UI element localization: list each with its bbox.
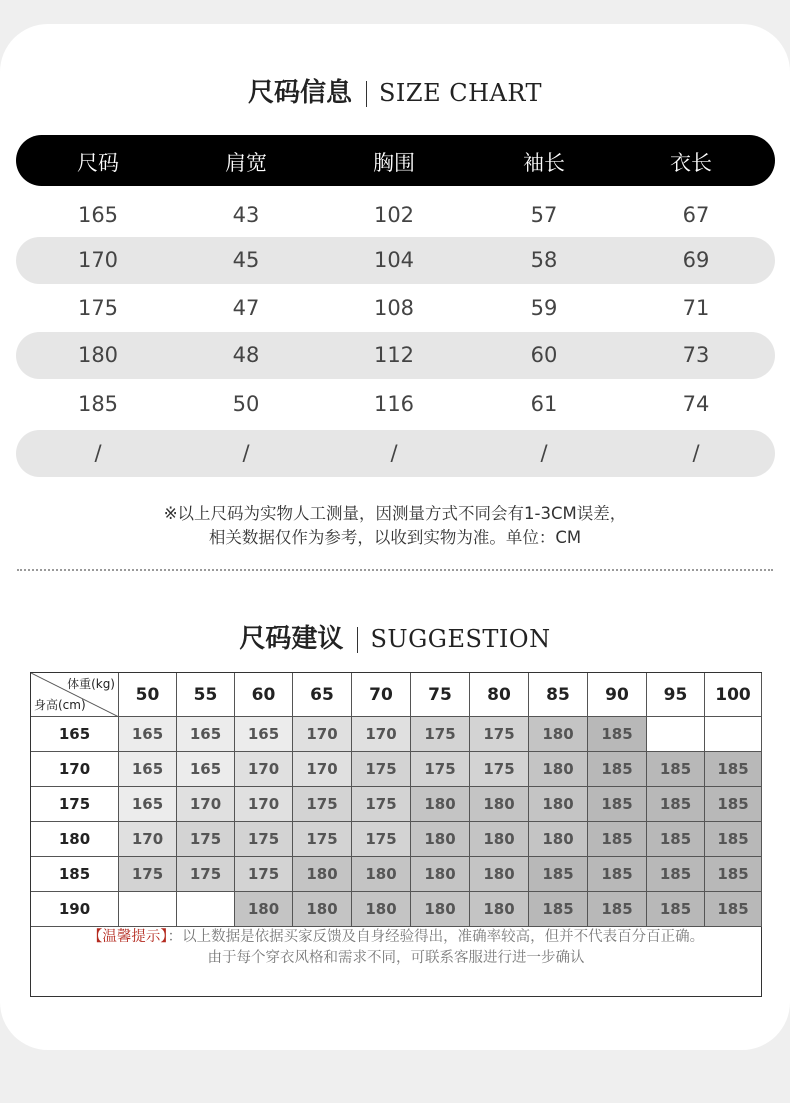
height-header: 165 <box>31 717 119 752</box>
size-table-row <box>16 430 775 477</box>
cell-shoulder: 43 <box>232 203 260 227</box>
header-size: 尺码 <box>77 151 119 175</box>
cell-sleeve: 60 <box>530 343 558 367</box>
size-suggestion-cell: 175 <box>235 822 293 857</box>
cell-length: 74 <box>682 392 710 416</box>
size-suggestion-cell: 180 <box>352 892 411 927</box>
size-suggestion-cell: 180 <box>293 892 352 927</box>
header-chest: 胸围 <box>373 151 415 175</box>
tip-line-1: ：以上数据是依据买家反馈及自身经验得出，准确率较高，但并不代表百分百正确。 <box>167 929 705 945</box>
size-table-row <box>16 192 775 239</box>
size-suggestion-cell: 185 <box>529 857 588 892</box>
size-suggestion-cell: 180 <box>411 787 470 822</box>
cell-shoulder: 50 <box>232 392 260 416</box>
weight-header: 75 <box>411 673 470 717</box>
cell-chest: / <box>390 441 398 465</box>
size-suggestion-cell: 180 <box>470 892 529 927</box>
cell-sleeve: 59 <box>530 296 558 320</box>
size-table-header <box>16 135 775 186</box>
cell-shoulder: 47 <box>232 296 260 320</box>
cell-chest: 102 <box>373 203 415 227</box>
size-suggestion-cell: 180 <box>293 857 352 892</box>
size-table-row <box>16 237 775 284</box>
size-suggestion-cell: 180 <box>235 892 293 927</box>
measurement-note-1: ※以上尺码为实物人工测量，因测量方式不同会有1-3CM误差， <box>163 504 627 523</box>
corner-height-label: 身高(cm) <box>34 698 86 712</box>
weight-header: 65 <box>293 673 352 717</box>
cell-chest: 104 <box>373 248 415 272</box>
size-suggestion-cell: 170 <box>235 787 293 822</box>
cell-length: 67 <box>682 203 710 227</box>
size-suggestion-cell: 180 <box>529 717 588 752</box>
size-suggestion-cell: 175 <box>293 822 352 857</box>
cell-length: / <box>692 441 700 465</box>
size-suggestion-cell: 185 <box>647 752 705 787</box>
cell-length: 69 <box>682 248 710 272</box>
size-chart-title-cn: 尺码信息 <box>247 78 352 108</box>
height-header: 180 <box>31 822 119 857</box>
weight-header: 95 <box>647 673 705 717</box>
size-suggestion-cell: 165 <box>119 752 177 787</box>
header-shoulder: 肩宽 <box>225 151 267 175</box>
size-suggestion-cell: 175 <box>352 822 411 857</box>
size-suggestion-cell: 175 <box>411 717 470 752</box>
cell-chest: 116 <box>373 392 415 416</box>
size-suggestion-cell: 170 <box>293 717 352 752</box>
cell-chest: 112 <box>373 343 415 367</box>
size-suggestion-cell: 175 <box>411 752 470 787</box>
table-corner <box>31 673 119 717</box>
cell-sleeve: 61 <box>530 392 558 416</box>
height-header: 170 <box>31 752 119 787</box>
size-suggestion-cell: 185 <box>588 752 647 787</box>
size-suggestion-cell: 170 <box>177 787 235 822</box>
height-header: 190 <box>31 892 119 927</box>
size-suggestion-cell: 180 <box>529 787 588 822</box>
weight-header: 55 <box>177 673 235 717</box>
suggestion-title-cn: 尺码建议 <box>239 624 344 654</box>
height-header: 175 <box>31 787 119 822</box>
size-suggestion-cell: 185 <box>588 787 647 822</box>
size-suggestion-cell: 180 <box>411 857 470 892</box>
size-suggestion-cell <box>705 717 762 752</box>
size-suggestion-cell: 180 <box>529 822 588 857</box>
size-suggestion-cell: 185 <box>705 787 762 822</box>
size-suggestion-cell: 170 <box>293 752 352 787</box>
size-suggestion-cell: 175 <box>352 752 411 787</box>
cell-shoulder: 48 <box>232 343 260 367</box>
size-suggestion-cell: 175 <box>177 822 235 857</box>
size-table-row <box>16 381 775 428</box>
size-suggestion-cell: 185 <box>588 892 647 927</box>
size-suggestion-cell: 165 <box>119 717 177 752</box>
cell-length: 71 <box>682 296 710 320</box>
size-suggestion-cell: 165 <box>177 752 235 787</box>
weight-header: 70 <box>352 673 411 717</box>
cell-size: 185 <box>77 392 119 416</box>
cell-size: 175 <box>77 296 119 320</box>
size-suggestion-cell: 185 <box>647 892 705 927</box>
size-suggestion-table <box>30 672 762 997</box>
cell-sleeve: / <box>540 441 548 465</box>
suggestion-title <box>0 618 790 655</box>
size-suggestion-cell: 170 <box>352 717 411 752</box>
size-suggestion-cell: 185 <box>705 857 762 892</box>
cell-shoulder: / <box>242 441 250 465</box>
suggestion-title-en: SUGGESTION <box>370 625 551 653</box>
warm-tip <box>31 927 761 969</box>
cell-sleeve: 58 <box>530 248 558 272</box>
size-suggestion-cell: 165 <box>119 787 177 822</box>
size-suggestion-cell <box>647 717 705 752</box>
size-suggestion-cell: 185 <box>588 857 647 892</box>
weight-header: 100 <box>705 673 762 717</box>
size-suggestion-cell: 175 <box>235 857 293 892</box>
size-suggestion-cell: 180 <box>529 752 588 787</box>
corner-weight-label: 体重(kg) <box>67 677 115 691</box>
weight-header: 50 <box>119 673 177 717</box>
cell-size: 165 <box>77 203 119 227</box>
size-table-row <box>16 285 775 332</box>
title-divider <box>366 81 367 107</box>
weight-header: 80 <box>470 673 529 717</box>
weight-header: 90 <box>588 673 647 717</box>
size-suggestion-cell: 180 <box>470 857 529 892</box>
size-suggestion-cell: 185 <box>529 892 588 927</box>
title-divider <box>357 627 358 653</box>
size-suggestion-cell: 185 <box>705 752 762 787</box>
size-suggestion-cell: 165 <box>235 717 293 752</box>
size-suggestion-cell: 170 <box>119 822 177 857</box>
weight-header: 60 <box>235 673 293 717</box>
size-suggestion-cell: 180 <box>411 822 470 857</box>
size-suggestion-cell: 185 <box>647 857 705 892</box>
size-suggestion-cell <box>119 892 177 927</box>
size-suggestion-cell: 175 <box>177 857 235 892</box>
size-suggestion-cell: 175 <box>470 752 529 787</box>
size-suggestion-cell: 185 <box>647 822 705 857</box>
size-chart-title <box>0 72 790 109</box>
size-suggestion-cell: 175 <box>119 857 177 892</box>
size-suggestion-cell: 175 <box>352 787 411 822</box>
size-suggestion-cell: 185 <box>705 892 762 927</box>
height-header: 185 <box>31 857 119 892</box>
size-suggestion-cell: 185 <box>647 787 705 822</box>
weight-header: 85 <box>529 673 588 717</box>
header-length: 衣长 <box>670 151 712 175</box>
cell-size: 170 <box>77 248 119 272</box>
cell-length: 73 <box>682 343 710 367</box>
size-suggestion-cell: 180 <box>352 857 411 892</box>
tip-label: 【温馨提示】 <box>87 929 168 945</box>
size-suggestion-cell: 180 <box>470 787 529 822</box>
size-suggestion-cell: 180 <box>411 892 470 927</box>
size-suggestion-cell: 185 <box>705 822 762 857</box>
dotted-divider <box>17 569 773 571</box>
size-suggestion-cell: 170 <box>235 752 293 787</box>
size-suggestion-cell: 185 <box>588 822 647 857</box>
size-suggestion-cell: 185 <box>588 717 647 752</box>
size-suggestion-cell: 175 <box>470 717 529 752</box>
size-suggestion-cell <box>177 892 235 927</box>
tip-line-2: 由于每个穿衣风格和需求不同，可联系客服进行进一步确认 <box>207 950 585 966</box>
cell-size: 180 <box>77 343 119 367</box>
cell-chest: 108 <box>373 296 415 320</box>
size-table-row <box>16 332 775 379</box>
size-suggestion-cell: 180 <box>470 822 529 857</box>
size-suggestion-cell: 165 <box>177 717 235 752</box>
header-sleeve: 袖长 <box>523 151 565 175</box>
size-chart-title-en: SIZE CHART <box>378 79 543 107</box>
size-suggestion-cell: 175 <box>293 787 352 822</box>
measurement-note-2: 相关数据仅作为参考，以收到实物为准。单位：CM <box>208 528 582 547</box>
cell-shoulder: 45 <box>232 248 260 272</box>
cell-size: / <box>94 441 102 465</box>
cell-sleeve: 57 <box>530 203 558 227</box>
